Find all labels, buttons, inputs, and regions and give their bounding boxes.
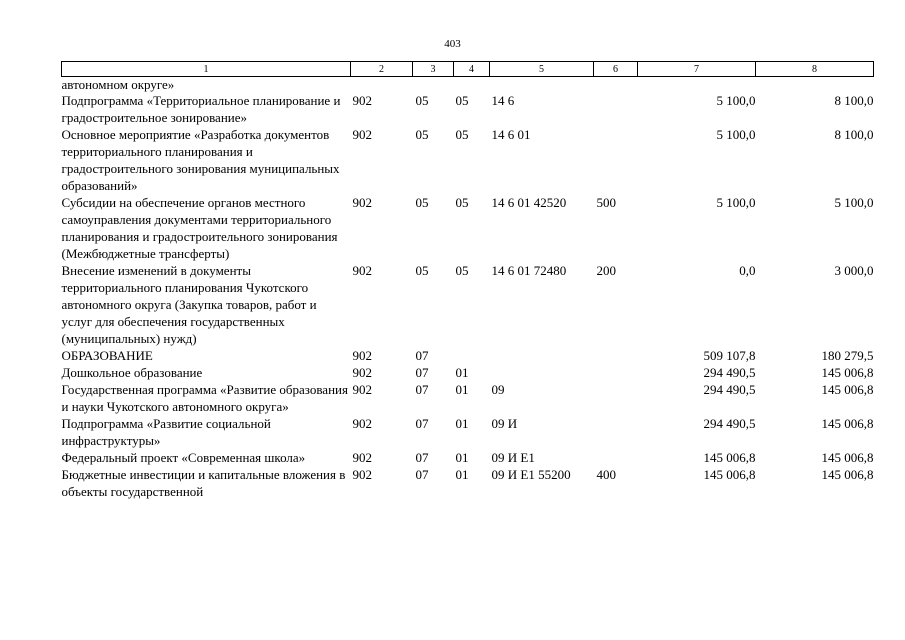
row-name: Основное мероприятие «Разработка документов территориального планирования и градостроительного зонирования муниципальных образований» [61,127,340,193]
row-admin-code: 902 [352,93,372,108]
row-amount-year2: 8 100,0 [834,93,874,108]
row-section-code: 07 [415,467,429,482]
row-amount-year2: 5 100,0 [834,195,874,210]
table-row [62,126,874,194]
table-row [62,449,874,466]
row-section-code: 05 [415,127,429,142]
row-subsection-code: 01 [455,467,469,482]
table-row [62,466,874,500]
row-amount-year2: 145 006,8 [821,416,874,431]
row-amount-year1: 5 100,0 [716,93,756,108]
row-target-article: 14 6 01 72480 [491,263,567,278]
row-subsection-code [454,77,490,93]
row-expense-type [594,77,638,93]
header-cell: 2 [351,62,413,77]
row-admin-code: 902 [352,127,372,142]
row-name: Федеральный проект «Современная школа» [61,450,306,465]
row-admin-code [351,77,413,93]
row-amount-year1: 145 006,8 [703,467,756,482]
row-name: ОБРАЗОВАНИЕ [61,348,153,363]
row-expense-type [594,449,638,466]
row-admin-code: 902 [352,365,372,380]
table-row [62,92,874,126]
table-row [62,347,874,364]
row-expense-type [594,126,638,194]
header-cell: 6 [594,62,638,77]
row-section-code: 05 [415,263,429,278]
row-target-article: 09 [491,382,505,397]
row-amount-year2: 145 006,8 [821,450,874,465]
table-row [62,415,874,449]
row-amount-year1: 145 006,8 [703,450,756,465]
row-amount-year1: 5 100,0 [716,195,756,210]
row-target-article [490,347,594,364]
row-subsection-code: 01 [455,416,469,431]
row-amount-year2: 145 006,8 [821,382,874,397]
row-subsection-code: 01 [455,382,469,397]
row-subsection-code: 05 [455,93,469,108]
row-expense-type [594,347,638,364]
row-amount-year1: 5 100,0 [716,127,756,142]
row-admin-code: 902 [352,195,372,210]
row-target-article: 09 И Е1 [491,450,535,465]
row-name: Государственная программа «Развитие образования и науки Чукотского автономного округа» [61,382,348,414]
row-expense-type [594,381,638,415]
row-admin-code: 902 [352,263,372,278]
row-target-article [490,77,594,93]
row-section-code: 05 [415,93,429,108]
row-target-article: 14 6 01 [491,127,531,142]
header-cell: 8 [756,62,874,77]
row-section-code: 07 [415,382,429,397]
row-expense-type [594,415,638,449]
row-amount-year1: 509 107,8 [703,348,756,363]
row-amount-year2: 180 279,5 [821,348,874,363]
row-amount-year2: 3 000,0 [834,263,874,278]
row-expense-type [594,92,638,126]
row-subsection-code: 05 [455,195,469,210]
row-amount-year1: 294 490,5 [703,416,756,431]
header-cell: 3 [413,62,454,77]
row-target-article: 14 6 01 42520 [491,195,567,210]
row-amount-year1 [638,77,756,93]
row-name: Внесение изменений в документы территориального планирования Чукотского автономного округа (Закупка товаров, работ и услуг для обеспечения государственных (муниципальных) нужд) [61,263,317,346]
row-admin-code: 902 [352,348,372,363]
row-name: Подпрограмма «Развитие социальной инфраструктуры» [61,416,271,448]
row-target-article: 09 И Е1 55200 [491,467,571,482]
row-name: Дошкольное образование [61,365,203,380]
row-name: Бюджетные инвестиции и капитальные вложения в объекты государственной [61,467,346,499]
table-row [62,262,874,347]
table-row [62,77,874,93]
row-amount-year1: 294 490,5 [703,382,756,397]
row-subsection-code [454,347,490,364]
table-row [62,381,874,415]
budget-table [61,61,874,500]
row-amount-year1: 294 490,5 [703,365,756,380]
row-expense-type: 500 [596,195,616,210]
table-row [62,194,874,262]
header-row [62,62,874,77]
row-expense-type: 400 [596,467,616,482]
row-admin-code: 902 [352,416,372,431]
row-amount-year1: 0,0 [739,263,756,278]
row-section-code: 07 [415,416,429,431]
row-amount-year2: 8 100,0 [834,127,874,142]
page-number: 403 [444,38,461,50]
row-subsection-code: 01 [455,450,469,465]
row-target-article: 14 6 [491,93,515,108]
row-amount-year2: 145 006,8 [821,365,874,380]
row-amount-year2 [756,77,874,93]
row-admin-code: 902 [352,382,372,397]
row-amount-year2: 145 006,8 [821,467,874,482]
row-admin-code: 902 [352,450,372,465]
row-subsection-code: 05 [455,263,469,278]
row-subsection-code: 01 [455,365,469,380]
row-admin-code: 902 [352,467,372,482]
table-row [62,364,874,381]
row-name: Субсидии на обеспечение органов местного самоуправления документами территориального планирования и градостроительного зонирования (Межбюджетные трансферты) [61,195,338,261]
row-section-code: 07 [415,365,429,380]
row-section-code: 07 [415,348,429,363]
row-target-article [490,364,594,381]
header-cell: 4 [454,62,490,77]
row-target-article: 09 И [491,416,518,431]
header-cell: 5 [490,62,594,77]
row-section-code: 07 [415,450,429,465]
row-section-code: 05 [415,195,429,210]
row-subsection-code: 05 [455,127,469,142]
header-cell: 7 [638,62,756,77]
row-expense-type: 200 [596,263,616,278]
row-name: Подпрограмма «Территориальное планирование и градостроительное зонирование» [61,93,341,125]
header-cell: 1 [62,62,351,77]
row-name: автономном округе» [61,77,175,92]
row-expense-type [594,364,638,381]
row-section-code [413,77,454,93]
